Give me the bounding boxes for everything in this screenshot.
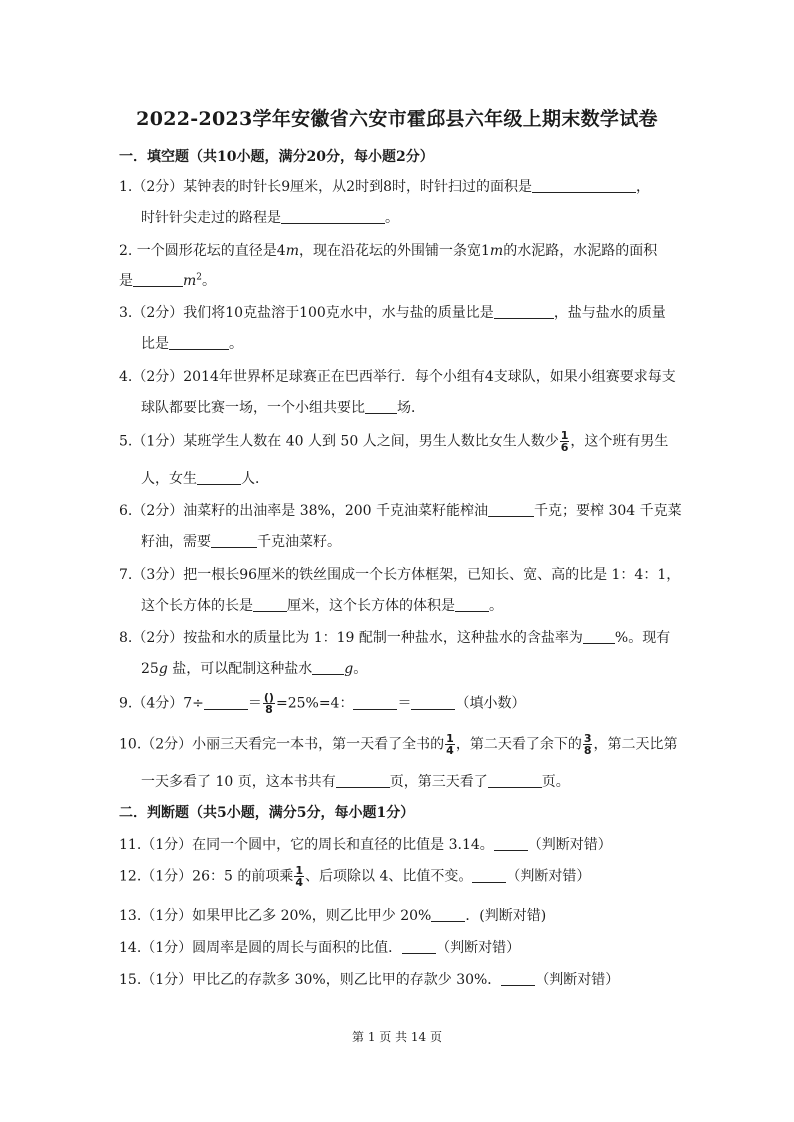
fraction-one-quarter: $\frac{1}{4}$ — [446, 732, 454, 757]
question-6-line-1: 6.（2分）油菜籽的出油率是 38%，200 千克油菜籽能榨油 千克；要榨 304 千克菜 — [119, 503, 682, 519]
answer-blank[interactable] — [494, 304, 554, 319]
page-footer: 第 1 页 共 14 页 — [352, 1030, 442, 1044]
answer-blank[interactable] — [169, 335, 229, 350]
question-7-line-2: 这个长方体的长是 厘米，这个长方体的体积是 。 — [141, 598, 503, 614]
answer-blank[interactable] — [455, 597, 489, 612]
question-4-line-2: 球队都要比赛一场，一个小组共要比 场． — [141, 400, 425, 416]
question-2-line-1: 2. 一个圆形花坛的直径是4m，现在沿花坛的外围铺一条宽1m的水泥路，水泥路的面积 — [119, 243, 658, 259]
answer-blank[interactable] — [431, 907, 465, 922]
question-8-line-1: 8.（2分）按盐和水的质量比为 1：19 配制一种盐水，这种盐水的含盐率为 %。现有 — [119, 630, 671, 646]
fraction-blank-over-eight[interactable]: $\frac{()}{8}$ — [263, 691, 274, 716]
question-6-line-2: 籽油，需要 千克油菜籽。 — [141, 534, 341, 550]
question-13-line: 13.（1分）如果甲比乙多 20%，则乙比甲少 20% ．(判断对错) — [119, 908, 547, 924]
answer-blank[interactable] — [197, 470, 241, 485]
answer-blank[interactable] — [501, 971, 535, 986]
answer-blank[interactable] — [253, 597, 287, 612]
answer-blank[interactable] — [402, 939, 436, 954]
section-true-false-heading: 二．判断题（共5小题，满分5分，每小题1分） — [119, 805, 415, 821]
question-2-line-2: 是 $m^2$。 — [119, 272, 217, 289]
fraction-three-eighths: $\frac{3}{8}$ — [583, 732, 592, 757]
question-3-line-1: 3.（2分）我们将10克盐溶于100克水中，水与盐的质量比是 ，盐与盐水的质量 — [119, 305, 666, 321]
question-10-line-2: 一天多看了 10 页，这本书共有 页，第三天看了 页。 — [141, 774, 570, 790]
exam-title: 2022-2023学年安徽省六安市霍邱县六年级上期末数学试卷 — [136, 108, 658, 130]
question-15-line: 15.（1分）甲比乙的存款多 30%，则乙比甲的存款少 30%． （判断对错） — [119, 972, 620, 988]
question-3-line-2: 比是 。 — [141, 336, 243, 352]
answer-blank[interactable] — [472, 868, 506, 883]
question-8-line-2: 25g 盐，可以配制这种盐水 g。 — [141, 661, 368, 677]
section-fill-in-heading: 一．填空题（共10小题，满分20分，每小题2分） — [119, 149, 434, 165]
question-1-line-1: 1.（2分）某钟表的时针长9厘米，从2时到8时，时针扫过的面积是 ， — [119, 179, 650, 195]
answer-blank[interactable] — [488, 502, 534, 517]
answer-blank[interactable] — [488, 773, 542, 788]
question-9-line: 9.（4分）7÷ ＝ $\frac{()}{8}$ =25%=4： ＝ （填小数） — [119, 691, 526, 716]
fraction-one-quarter: $\frac{1}{4}$ — [295, 864, 303, 889]
fraction-one-sixth: $\frac{1}{6}$ — [560, 429, 569, 454]
answer-blank[interactable] — [204, 695, 248, 710]
question-14-line: 14.（1分）圆周率是圆的周长与面积的比值． （判断对错） — [119, 940, 521, 956]
answer-blank[interactable] — [336, 773, 390, 788]
answer-blank[interactable] — [281, 209, 385, 224]
answer-blank[interactable] — [211, 533, 257, 548]
answer-blank[interactable] — [532, 178, 636, 193]
question-12-line: 12.（1分）26：5 的前项乘 $\frac{1}{4}$ 、后项除以 4、比值不变。 （判断对错） — [119, 864, 591, 889]
answer-blank[interactable] — [353, 695, 397, 710]
question-7-line-1: 7.（3分）把一根长96厘米的铁丝围成一个长方体框架，已知长、宽、高的比是 1：4：1， — [119, 567, 681, 583]
answer-blank[interactable] — [411, 695, 455, 710]
question-1-line-2: 时针针尖走过的路程是 。 — [141, 210, 399, 226]
question-5-line-1: 5.（1分）某班学生人数在 40 人到 50 人之间，男生人数比女生人数少 $\frac{1}{6}$ ，这个班有男生 — [119, 429, 669, 454]
answer-blank[interactable] — [312, 660, 344, 675]
answer-blank[interactable] — [583, 629, 615, 644]
question-5-line-2: 人，女生 人． — [141, 471, 269, 487]
question-4-line-1: 4.（2分）2014年世界杯足球赛正在巴西举行．每个小组有4支球队，如果小组赛要求每支 — [119, 369, 676, 385]
question-11-line: 11.（1分）在同一个圆中，它的周长和直径的比值是 3.14。 （判断对错） — [119, 837, 612, 853]
answer-blank[interactable] — [133, 272, 183, 287]
answer-blank[interactable] — [365, 399, 397, 414]
answer-blank[interactable] — [494, 836, 528, 851]
question-10-line-1: 10.（2分）小丽三天看完一本书，第一天看了全书的 $\frac{1}{4}$ ，第二天看了余下的 $\frac{3}{8}$ ，第二天比第 — [119, 732, 678, 757]
